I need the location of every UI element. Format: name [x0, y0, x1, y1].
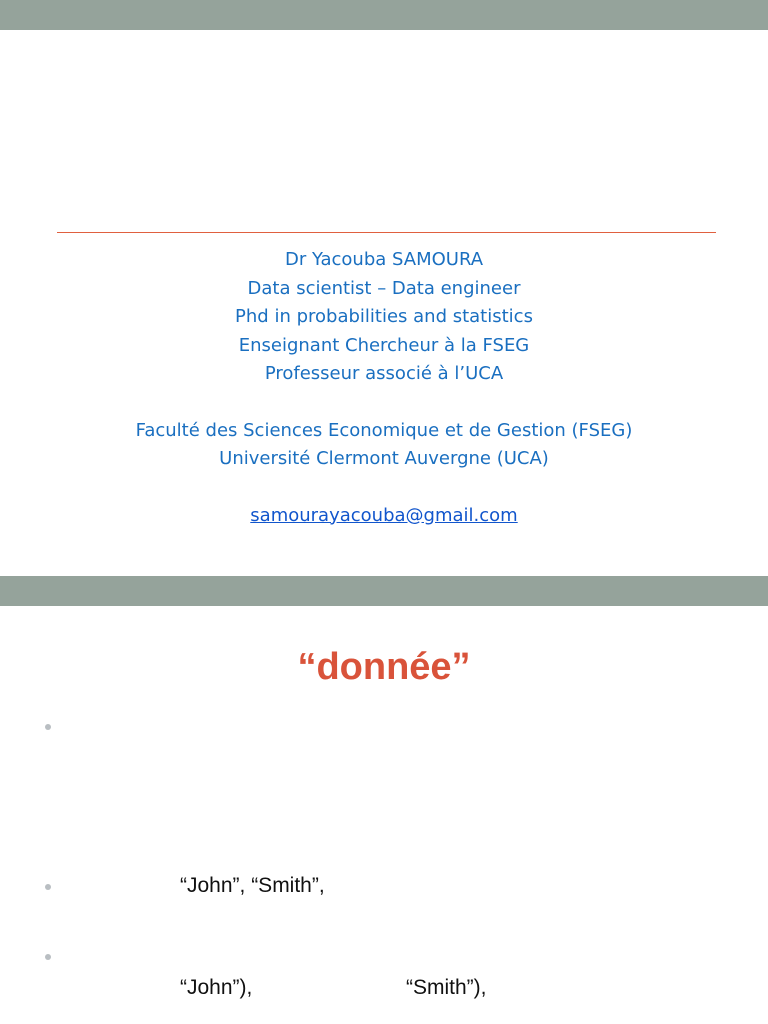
bullet-dot-2	[45, 884, 51, 890]
bullet-dot-3	[45, 954, 51, 960]
author-role: Data scientist – Data engineer	[247, 277, 521, 299]
bullet-3-text-a: “John”),	[180, 976, 253, 999]
author-affiliation: Professeur associé à l’UCA	[264, 363, 504, 384]
institution-university: Université Clermont Auvergne (UCA)	[219, 448, 549, 469]
slide-2	[0, 606, 768, 1024]
author-degree: Phd in probabilities and statistics	[235, 306, 533, 327]
bullet-dot-1	[45, 724, 51, 730]
slide-2-top-bar	[0, 576, 768, 606]
institution-faculty: Faculté des Sciences Economique et de Gestion (FSEG)	[135, 419, 633, 441]
spacer	[0, 474, 768, 502]
bullet-2-text: “John”, “Smith”,	[180, 874, 325, 897]
email-link[interactable]: samourayacouba@gmail.com	[250, 504, 518, 526]
title-divider	[57, 232, 716, 233]
bullet-3-text-b: “Smith”),	[406, 976, 487, 999]
author-info	[0, 246, 768, 530]
author-position: Enseignant Chercheur à la FSEG	[238, 334, 530, 356]
top-bar	[0, 0, 768, 30]
spacer	[0, 389, 768, 417]
author-name: Dr Yacouba SAMOURA	[284, 249, 484, 270]
slide-title: “donnée”	[297, 646, 471, 688]
